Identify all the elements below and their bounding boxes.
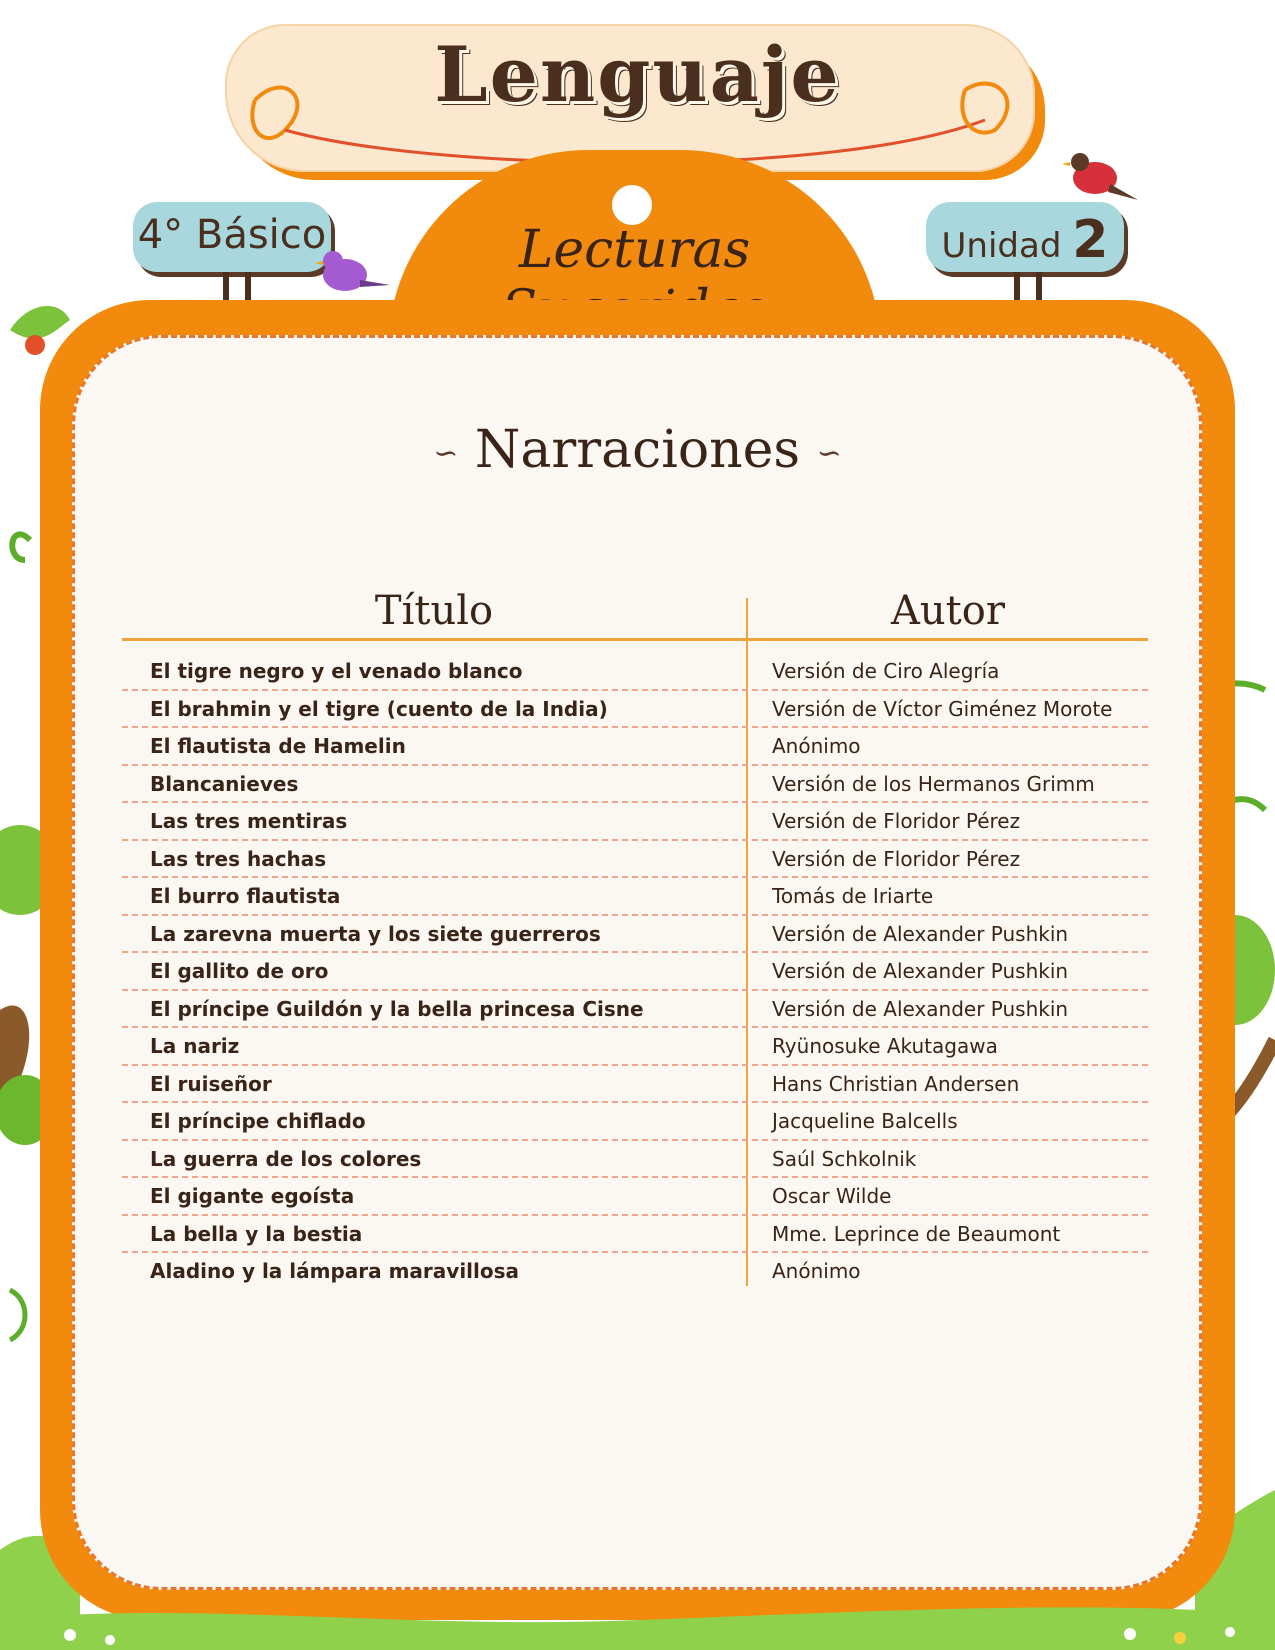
- table-row: [122, 841, 1148, 879]
- reading-title: Blancanieves: [150, 771, 299, 796]
- reading-title: El ruiseñor: [150, 1071, 272, 1096]
- reading-author: Oscar Wilde: [772, 1184, 892, 1208]
- reading-author: Anónimo: [772, 734, 861, 758]
- table-row: [122, 1253, 1148, 1291]
- reading-title: La bella y la bestia: [150, 1221, 363, 1246]
- reading-title: Aladino y la lámpara maravillosa: [150, 1259, 520, 1283]
- table-row: [122, 1178, 1148, 1216]
- reading-author: Versión de Ciro Alegría: [772, 659, 1000, 683]
- table-row: [122, 953, 1148, 991]
- table-row: [122, 1216, 1148, 1254]
- reading-title: La nariz: [150, 1034, 240, 1058]
- reading-title: El príncipe chiflado: [150, 1109, 366, 1133]
- table-row: [122, 991, 1148, 1029]
- reading-author: Versión de los Hermanos Grimm: [772, 771, 1095, 796]
- table-row: [122, 1066, 1148, 1104]
- flourish-right-icon: ∽: [816, 436, 842, 471]
- reading-author: Anónimo: [772, 1259, 861, 1283]
- reading-author: Saúl Schkolnik: [772, 1146, 917, 1171]
- reading-title: El burro flautista: [150, 884, 341, 908]
- reading-author: Versión de Alexander Pushkin: [772, 921, 1069, 946]
- reading-title: La zarevna muerta y los siete guerreros: [150, 921, 601, 946]
- readings-table: [122, 653, 1148, 1291]
- grade-label: 4° Básico: [137, 212, 327, 258]
- table-row: [122, 1103, 1148, 1141]
- reading-author: Versión de Alexander Pushkin: [772, 996, 1069, 1021]
- unit-label: Unidad: [941, 226, 1062, 266]
- reading-title: Las tres hachas: [150, 846, 327, 871]
- unit-label-wrap: [926, 210, 1124, 270]
- page-subtitle: Lecturas: [518, 220, 751, 280]
- unit-sign: [926, 202, 1124, 272]
- section-title: Narraciones: [474, 420, 801, 480]
- reading-title: El gigante egoísta: [150, 1184, 355, 1208]
- red-bird-icon: [1060, 148, 1140, 208]
- reading-author: Versión de Floridor Pérez: [772, 809, 1021, 833]
- table-row: [122, 653, 1148, 691]
- reading-title: El brahmin y el tigre (cuento de la India): [150, 696, 608, 721]
- unit-number: 2: [1072, 210, 1109, 270]
- grade-sign: [133, 202, 331, 272]
- arch-hole: [612, 185, 652, 225]
- app-title: Lenguaje: [434, 30, 841, 119]
- reading-author: Tomás de Iriarte: [772, 884, 934, 908]
- reading-author: Versión de Alexander Pushkin: [772, 959, 1069, 983]
- reading-title: La guerra de los colores: [150, 1146, 422, 1171]
- reading-title: El flautista de Hamelin: [150, 734, 406, 758]
- section-heading: [0, 420, 1275, 480]
- reading-author: Jacqueline Balcells: [772, 1109, 958, 1133]
- reading-title: El tigre negro y el venado blanco: [150, 659, 523, 683]
- table-row: [122, 803, 1148, 841]
- reading-author: Ryünosuke Akutagawa: [772, 1034, 998, 1058]
- column-header-title: Título: [374, 588, 494, 634]
- reading-author: Hans Christian Andersen: [772, 1071, 1020, 1096]
- reading-title: El príncipe Guildón y la bella princesa Cisne: [150, 996, 644, 1021]
- table-row: [122, 728, 1148, 766]
- reading-author: Versión de Floridor Pérez: [772, 846, 1021, 871]
- table-row: [122, 1141, 1148, 1179]
- reading-title: Las tres mentiras: [150, 809, 348, 833]
- reading-title: El gallito de oro: [150, 959, 329, 983]
- column-header-author: Autor: [891, 588, 1005, 634]
- flourish-left-icon: ∽: [433, 436, 459, 471]
- bottom-grass-illustration: [0, 1590, 1275, 1650]
- purple-bird-icon: [315, 245, 395, 305]
- reading-author: Mme. Leprince de Beaumont: [772, 1221, 1061, 1246]
- table-row: [122, 878, 1148, 916]
- table-row: [122, 691, 1148, 729]
- table-row: [122, 916, 1148, 954]
- table-row: [122, 766, 1148, 804]
- table-row: [122, 1028, 1148, 1066]
- header-rule: [122, 638, 1148, 641]
- reading-author: Versión de Víctor Giménez Morote: [772, 696, 1113, 721]
